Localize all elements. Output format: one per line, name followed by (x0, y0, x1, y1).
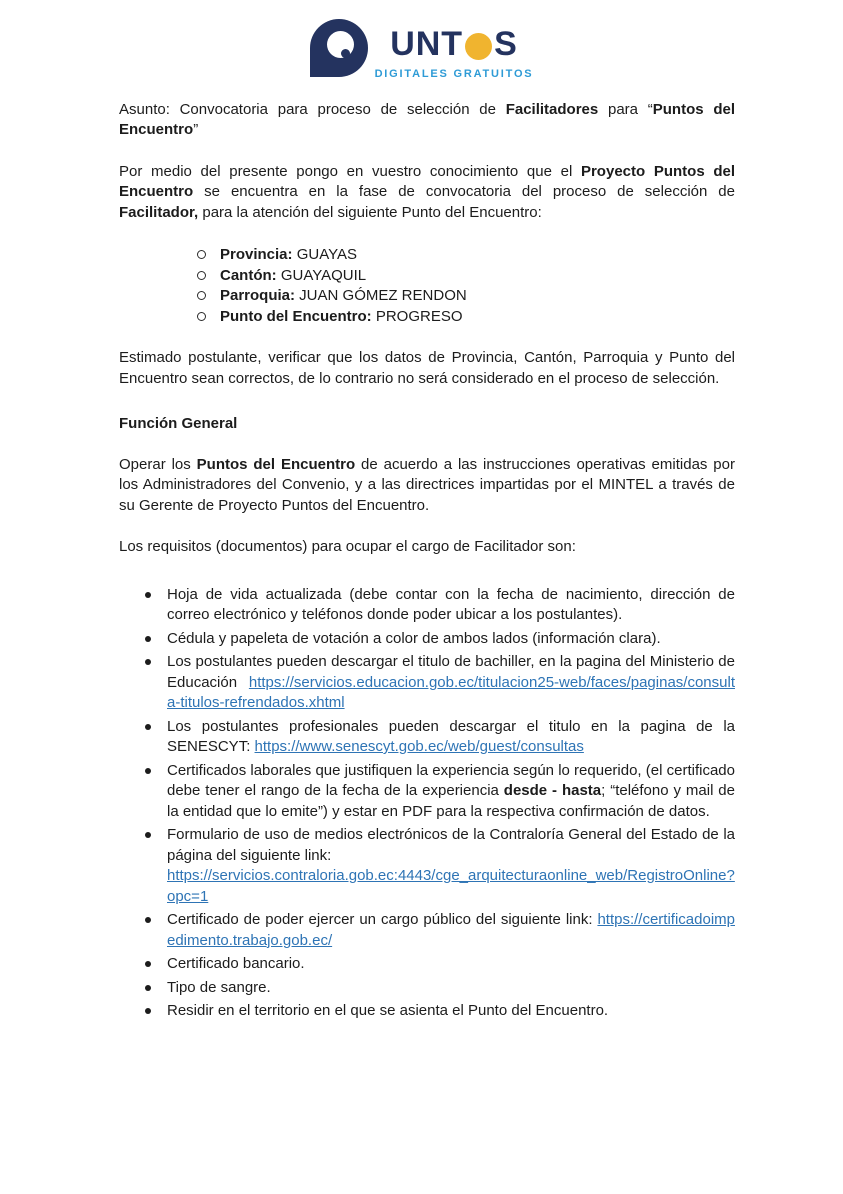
location-item (119, 286, 735, 307)
text-segment: Estimado postulante, verificar que los datos de Provincia, Cantón, Parroquia y Punto del Encuentro sean correctos, de lo contrario no será considerado en el proceso de selección. (119, 349, 735, 387)
requisito-item (119, 954, 735, 975)
requisitos-intro-paragraph (119, 537, 735, 558)
requisito-item (119, 910, 735, 951)
text-segment: desde - hasta (503, 782, 602, 799)
text-segment: Parroquia: (220, 287, 296, 304)
note-paragraph (119, 348, 735, 389)
bullet-marker-icon (197, 250, 206, 259)
logo-o-circle-icon (465, 33, 492, 60)
text-segment: PROGRESO (371, 307, 463, 325)
text-segment: Asunto: Convocatoria para proceso de selección de (119, 100, 506, 118)
text-segment: Hoja de vida actualizada (debe contar con la fecha de nacimiento, dirección de correo electrónico y teléfonos donde poder ubicar a los postulantes). (167, 585, 735, 623)
requisito-item (119, 629, 735, 650)
logo-letters-unt: UNT (390, 25, 464, 63)
text-segment: ; “teléfono y mail de la entidad que lo emite”) y estar en PDF para la respectiva confirmación de datos. (167, 782, 735, 820)
logo-wordmark (390, 27, 518, 61)
bullet-marker-icon (197, 271, 206, 280)
trabajo-link[interactable]: https://certificadoimpedimento.trabajo.gob.ec/ (167, 911, 735, 949)
logo-subtitle: DIGITALES GRATUITOS (374, 68, 534, 80)
location-item (119, 307, 735, 328)
text-segment: Certificado de poder ejercer un cargo público del siguiente link: (167, 911, 598, 928)
educacion-link[interactable]: https://servicios.educacion.gob.ec/titulacion25-web/faces/paginas/consulta-titulos-refrendados.xhtml (167, 673, 735, 711)
text-segment: Provincia: (220, 246, 293, 263)
list-item-text (167, 954, 735, 975)
text-segment: Cantón: (220, 266, 277, 284)
intro-paragraph (119, 162, 735, 224)
bullet-marker-icon (197, 312, 206, 321)
text-segment: para la atención del siguiente Punto del Encuentro: (198, 203, 542, 221)
list-item-text (167, 629, 735, 650)
list-item-text (167, 910, 735, 951)
list-item-text (167, 978, 735, 999)
bullet-marker-icon (145, 1008, 151, 1014)
list-item-text (220, 245, 735, 266)
logo-pin-icon (310, 19, 368, 77)
text-segment: Los postulantes profesionales pueden descargar el titulo en la pagina de la SENESCYT: (167, 717, 735, 755)
list-item-text (220, 266, 735, 287)
text-segment: Punto del Encuentro: (220, 307, 372, 325)
text-segment: JUAN GÓMEZ RENDON (295, 287, 467, 304)
text-segment: Por medio del presente pongo en vuestro conocimiento que el (119, 162, 581, 180)
list-item-text (220, 286, 735, 307)
text-segment: Proyecto Puntos del Encuentro (119, 162, 736, 200)
text-segment: Facilitadores (505, 100, 599, 118)
requisito-item (119, 1001, 735, 1022)
bullet-marker-icon (145, 768, 151, 774)
location-item (119, 245, 735, 266)
requisito-item (119, 717, 735, 758)
location-item (119, 266, 735, 287)
text-segment: Certificados laborales que justifiquen la experiencia según lo requerido, (el certificado debe tener el rango de la fecha de la experiencia (167, 761, 735, 799)
text-segment: Facilitador, (119, 203, 199, 221)
list-item-text (167, 825, 735, 907)
bullet-marker-icon (197, 291, 206, 300)
logo (0, 0, 843, 85)
bullet-marker-icon (145, 832, 151, 838)
section-heading: Función General (119, 415, 238, 432)
text-segment: Puntos del Encuentro (119, 100, 735, 138)
senescyt-link[interactable]: https://www.senescyt.gob.ec/web/guest/consultas (254, 738, 584, 755)
text-segment: se encuentra en la fase de convocatoria del proceso de selección de (193, 183, 735, 200)
text-segment: de acuerdo a las instrucciones operativas emitidas por los Administradores del Convenio, y a las directrices impartidas por el MINTEL a través de su Gerente de Proyecto Puntos del Encuentro. (119, 455, 735, 514)
requisito-item (119, 585, 735, 626)
text-segment: Formulario de uso de medios electrónicos de la Contraloría General del Estado de la página del siguiente link: (167, 826, 735, 864)
requisito-item (119, 652, 735, 714)
logo-letters-s: S (494, 25, 518, 63)
text-segment: Tipo de sangre. (167, 978, 271, 996)
list-item-text (167, 585, 735, 626)
text-segment: Certificado bancario. (167, 955, 305, 972)
bullet-marker-icon (145, 592, 151, 598)
text-segment: Los postulantes pueden descargar el titulo de bachiller, en la pagina del Ministerio de Educación (167, 653, 735, 691)
text-segment: Cédula y papeleta de votación a color de ambos lados (información clara). (167, 629, 661, 647)
list-item-text (167, 717, 735, 758)
logo-pin-dot (341, 49, 350, 58)
requisitos-list (119, 585, 735, 1022)
contraloria-link[interactable]: https://servicios.contraloria.gob.ec:4443/cge_arquitecturaonline_web/RegistroOnline?opc=1 (167, 867, 735, 905)
text-segment: ” (193, 121, 199, 138)
text-segment: Operar los (119, 455, 197, 473)
text-segment: GUAYAS (292, 246, 357, 263)
letter-body (119, 100, 735, 1022)
bullet-marker-icon (145, 961, 151, 967)
bullet-marker-icon (145, 636, 151, 642)
text-segment: Los requisitos (documentos) para ocupar el cargo de Facilitador son: (119, 538, 576, 555)
list-item-text (167, 652, 735, 714)
text-segment: Puntos del Encuentro (196, 455, 356, 473)
subject-paragraph (119, 100, 735, 141)
list-item-text (220, 307, 735, 328)
list-item-text (167, 1001, 735, 1022)
requisito-item (119, 761, 735, 823)
text-segment: GUAYAQUIL (276, 266, 367, 284)
text-segment: para “ (598, 100, 653, 118)
text-segment: Residir en el territorio en el que se asienta el Punto del Encuentro. (167, 1002, 609, 1019)
funcion-general-paragraph (119, 455, 735, 517)
list-item-text (167, 761, 735, 823)
bullet-marker-icon (145, 985, 151, 991)
requisito-item (119, 978, 735, 999)
bullet-marker-icon (145, 917, 151, 923)
bullet-marker-icon (145, 724, 151, 730)
requisito-item (119, 825, 735, 907)
location-list (119, 245, 735, 327)
bullet-marker-icon (145, 659, 151, 665)
